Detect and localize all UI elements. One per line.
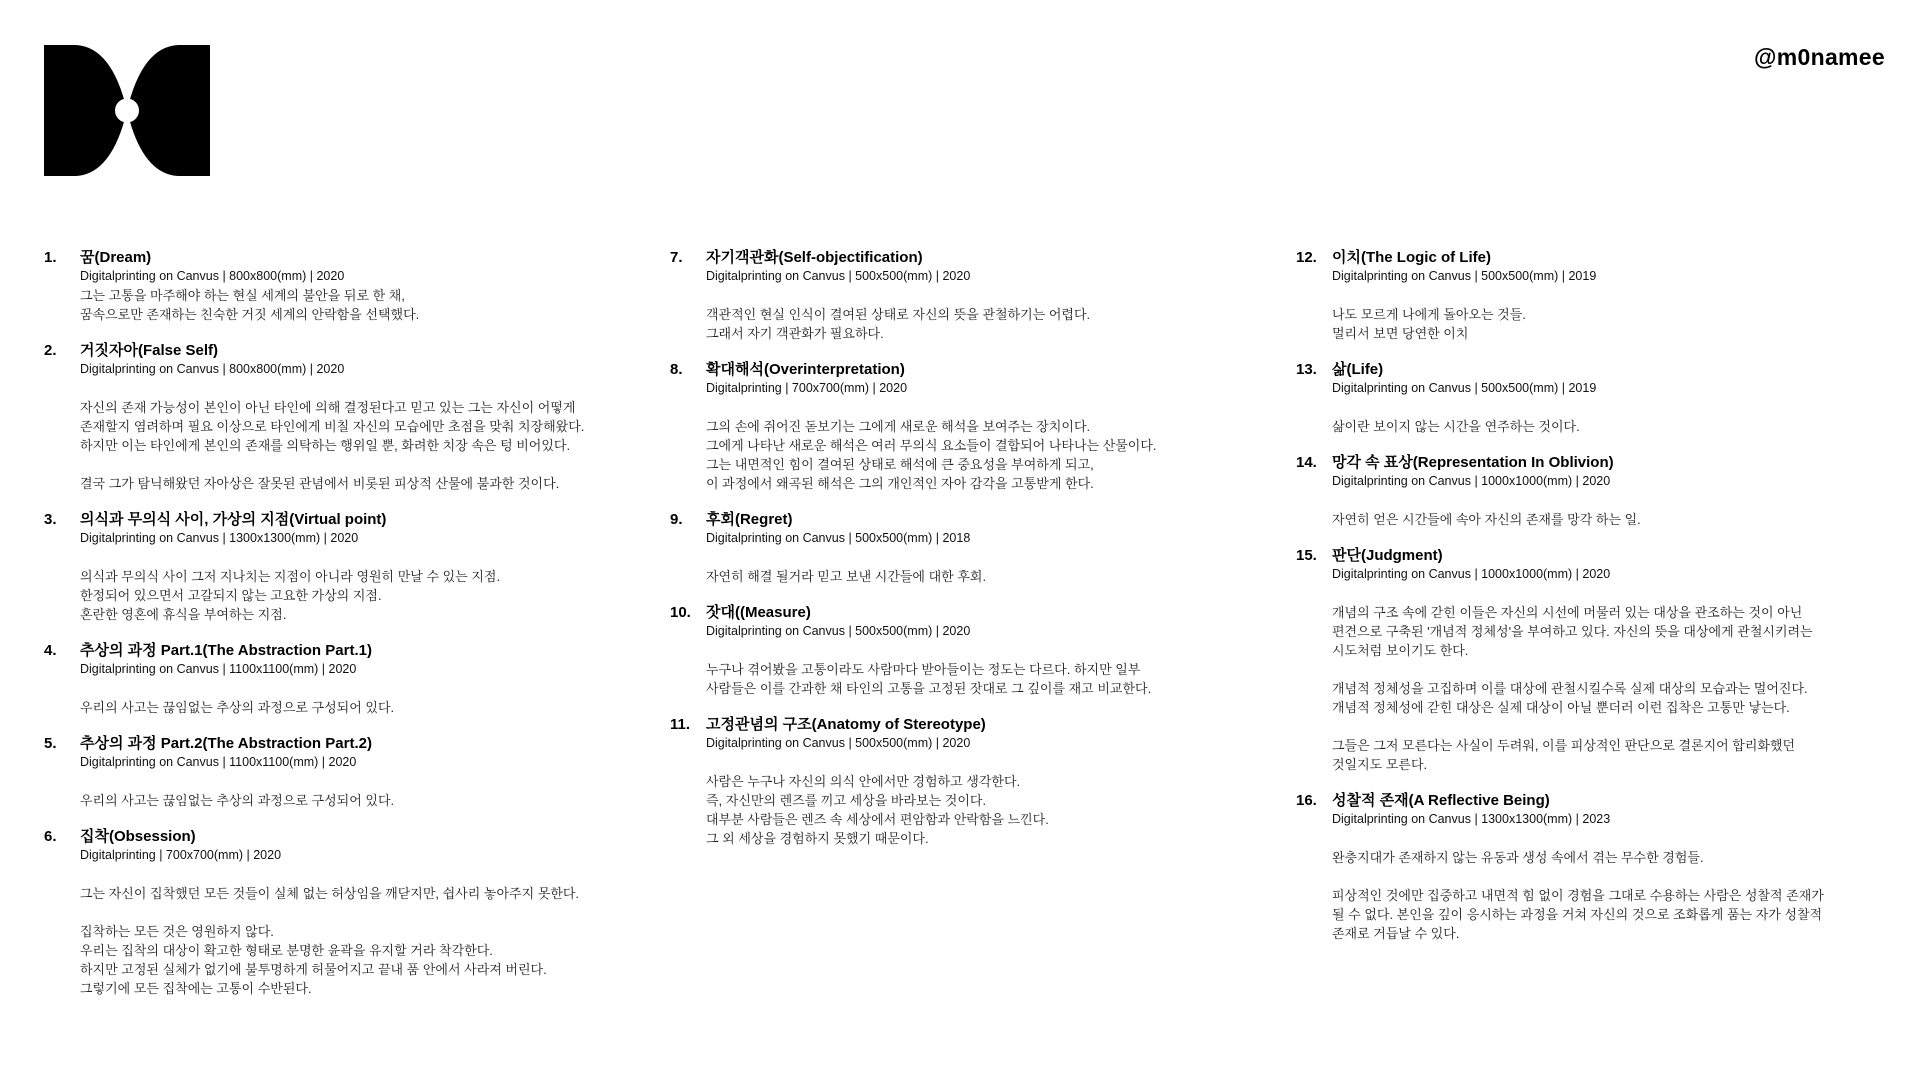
work-number: 1. — [44, 249, 57, 266]
work-entry — [670, 603, 1270, 698]
work-number: 16. — [1296, 792, 1317, 809]
work-title: 잣대((Measure) — [706, 604, 811, 621]
work-title: 꿈(Dream) — [80, 249, 152, 266]
work-title: 거짓자아(False Self) — [80, 342, 218, 359]
work-meta: Digitalprinting on Canvus | 500x500(mm) | 2020 — [706, 269, 971, 283]
work-number: 14. — [1296, 454, 1317, 471]
work-title: 망각 속 표상(Representation In Oblivion) — [1332, 454, 1614, 471]
work-entry — [44, 827, 644, 998]
work-title: 의식과 무의식 사이, 가상의 지점(Virtual point) — [80, 511, 387, 528]
work-title: 추상의 과정 Part.2(The Abstraction Part.2) — [80, 735, 372, 752]
work-entry — [1296, 546, 1896, 774]
work-number: 13. — [1296, 361, 1317, 378]
work-number: 11. — [670, 716, 691, 733]
work-meta: Digitalprinting on Canvus | 800x800(mm) | 2020 — [80, 362, 345, 376]
work-entry — [670, 715, 1270, 848]
works-column-1 — [44, 248, 644, 1015]
work-entry — [1296, 248, 1896, 343]
work-description: 우리의 사고는 끊임없는 추상의 과정으로 구성되어 있다. — [80, 700, 395, 715]
work-title: 추상의 과정 Part.1(The Abstraction Part.1) — [80, 642, 372, 659]
work-description: 그들은 그저 모른다는 사실이 두려워, 이를 피상적인 판단으로 결론지어 합리화했던 것일지도 모른다. — [1332, 738, 1796, 772]
work-description: 나도 모르게 나에게 돌아오는 것들. 멀리서 보면 당연한 이치 — [1332, 307, 1526, 341]
works-column-2 — [670, 248, 1270, 865]
work-description: 그는 자신이 집착했던 모든 것들이 실체 없는 허상임을 깨닫지만, 쉽사리 놓아주지 못한다. — [80, 886, 580, 901]
work-title: 이치(The Logic of Life) — [1332, 249, 1491, 266]
work-meta: Digitalprinting | 700x700(mm) | 2020 — [706, 381, 908, 395]
work-meta: Digitalprinting | 700x700(mm) | 2020 — [80, 848, 282, 862]
work-description: 피상적인 것에만 집중하고 내면적 힘 없이 경험을 그대로 수용하는 사람은 성찰적 존재가 될 수 없다. 본인을 깊이 응시하는 과정을 거쳐 자신의 것으로 조화롭게 품는 자가 성찰적 존재로 거듭날 수 있다. — [1332, 888, 1824, 941]
work-entry — [1296, 360, 1896, 436]
work-meta: Digitalprinting on Canvus | 1300x1300(mm) | 2023 — [1332, 812, 1611, 826]
work-entry — [44, 248, 644, 324]
work-entry — [670, 510, 1270, 586]
work-description: 완충지대가 존재하지 않는 유동과 생성 속에서 겪는 무수한 경험들. — [1332, 850, 1704, 865]
work-entry — [44, 641, 644, 717]
work-number: 9. — [670, 511, 683, 528]
work-number: 3. — [44, 511, 57, 528]
work-description: 자연히 해결 될거라 믿고 보낸 시간들에 대한 후회. — [706, 569, 987, 584]
work-title: 집착(Obsession) — [80, 828, 196, 845]
work-description: 객관적인 현실 인식이 결여된 상태로 자신의 뜻을 관철하기는 어렵다. 그래서 자기 객관화가 필요하다. — [706, 307, 1091, 341]
work-description: 집착하는 모든 것은 영원하지 않다. 우리는 집착의 대상이 확고한 형태로 분명한 윤곽을 유지할 거라 착각한다. 하지만 고정된 실체가 없기에 불투명하게 허물어지고 끝내 품 안에서 사라져 버린다. 그렇기에 모든 집착에는 고통이 수반된다. — [80, 924, 547, 996]
work-description: 개념의 구조 속에 갇힌 이들은 자신의 시선에 머물러 있는 대상을 관조하는 것이 아닌 편견으로 구축된 '개념적 정체성'을 부여하고 있다. 자신의 뜻을 대상에게 관철시키려는 시도처럼 보이기도 한다. — [1332, 605, 1813, 658]
work-description: 그는 고통을 마주해야 하는 현실 세계의 불안을 뒤로 한 채, 꿈속으로만 존재하는 친숙한 거짓 세계의 안락함을 선택했다. — [80, 288, 420, 322]
work-number: 5. — [44, 735, 57, 752]
work-meta: Digitalprinting on Canvus | 500x500(mm) | 2020 — [706, 624, 971, 638]
work-entry — [1296, 453, 1896, 529]
work-number: 4. — [44, 642, 57, 659]
work-description: 개념적 정체성을 고집하며 이를 대상에 관철시킬수록 실제 대상의 모습과는 멀어진다. 개념적 정체성에 갇힌 대상은 실제 대상이 아닐 뿐더러 이런 집착은 고통만 낳는다. — [1332, 681, 1808, 715]
work-number: 15. — [1296, 547, 1317, 564]
work-meta: Digitalprinting on Canvus | 1300x1300(mm) | 2020 — [80, 531, 359, 545]
work-entry — [44, 510, 644, 624]
work-description: 자신의 존재 가능성이 본인이 아닌 타인에 의해 결정된다고 믿고 있는 그는 자신이 어떻게 존재할지 염려하며 필요 이상으로 타인에게 비칠 자신의 모습에만 초점을 맞춰 치장해왔다. 하지만 이는 타인에게 본인의 존재를 의탁하는 행위일 뿐, 화려한 치장 속은 텅 비어있다. — [80, 400, 585, 453]
work-entry — [44, 341, 644, 493]
work-meta: Digitalprinting on Canvus | 800x800(mm) | 2020 — [80, 269, 345, 283]
work-entry — [44, 734, 644, 810]
work-meta: Digitalprinting on Canvus | 500x500(mm) | 2018 — [706, 531, 971, 545]
work-description: 그의 손에 쥐어진 돋보기는 그에게 새로운 해석을 보여주는 장치이다. 그에게 나타난 새로운 해석은 여러 무의식 요소들이 결합되어 나타나는 산물이다. 그는 내면적인 힘이 결여된 상태로 해석에 큰 중요성을 부여하게 되고, 이 과정에서 왜곡된 해석은 그의 개인적인 자아 감각을 고통받게 한다. — [706, 419, 1157, 491]
work-description: 우리의 사고는 끊임없는 추상의 과정으로 구성되어 있다. — [80, 793, 395, 808]
work-number: 2. — [44, 342, 57, 359]
work-meta: Digitalprinting on Canvus | 1100x1100(mm) | 2020 — [80, 662, 357, 676]
artist-handle: @m0namee — [1754, 44, 1885, 70]
work-title: 성찰적 존재(A Reflective Being) — [1332, 792, 1550, 809]
work-number: 12. — [1296, 249, 1317, 266]
work-description: 의식과 무의식 사이 그저 지나치는 지점이 아니라 영원히 만날 수 있는 지점. 한정되어 있으면서 고갈되지 않는 고요한 가상의 지점. 혼란한 영혼에 휴식을 부여하는 지점. — [80, 569, 501, 622]
work-meta: Digitalprinting on Canvus | 500x500(mm) | 2019 — [1332, 381, 1597, 395]
work-title: 판단(Judgment) — [1332, 547, 1443, 564]
work-title: 고정관념의 구조(Anatomy of Stereotype) — [706, 716, 986, 733]
work-number: 7. — [670, 249, 683, 266]
work-number: 8. — [670, 361, 683, 378]
work-meta: Digitalprinting on Canvus | 500x500(mm) | 2020 — [706, 736, 971, 750]
work-description: 결국 그가 탐닉해왔던 자아상은 잘못된 관념에서 비롯된 피상적 산물에 불과한 것이다. — [80, 476, 560, 491]
work-meta: Digitalprinting on Canvus | 1000x1000(mm) | 2020 — [1332, 567, 1611, 581]
work-description: 자연히 얻은 시간들에 속아 자신의 존재를 망각 하는 일. — [1332, 512, 1641, 527]
work-title: 자기객관화(Self-objectification) — [706, 249, 923, 266]
work-description: 사람은 누구나 자신의 의식 안에서만 경험하고 생각한다. 즉, 자신만의 렌즈를 끼고 세상을 바라보는 것이다. 대부분 사람들은 렌즈 속 세상에서 편암함과 안락함을 느낀다. 그 외 세상을 경험하지 못했기 때문이다. — [706, 774, 1049, 846]
work-title: 확대해석(Overinterpretation) — [706, 361, 905, 378]
work-title: 삶(Life) — [1332, 361, 1384, 378]
work-entry — [1296, 791, 1896, 943]
work-meta: Digitalprinting on Canvus | 500x500(mm) | 2019 — [1332, 269, 1597, 283]
work-title: 후회(Regret) — [706, 511, 793, 528]
work-number: 10. — [670, 604, 691, 621]
work-number: 6. — [44, 828, 57, 845]
work-entry — [670, 360, 1270, 493]
work-description: 삶이란 보이지 않는 시간을 연주하는 것이다. — [1332, 419, 1580, 434]
work-meta: Digitalprinting on Canvus | 1100x1100(mm) | 2020 — [80, 755, 357, 769]
bowtie-dot-logo-icon — [44, 45, 210, 176]
work-entry — [670, 248, 1270, 343]
work-meta: Digitalprinting on Canvus | 1000x1000(mm) | 2020 — [1332, 474, 1611, 488]
works-column-3 — [1296, 248, 1896, 960]
work-description: 누구나 겪어봤을 고통이라도 사람마다 받아들이는 정도는 다르다. 하지만 일부 사람들은 이를 간과한 채 타인의 고통을 고정된 잣대로 그 깊이를 재고 비교한다. — [706, 662, 1152, 696]
